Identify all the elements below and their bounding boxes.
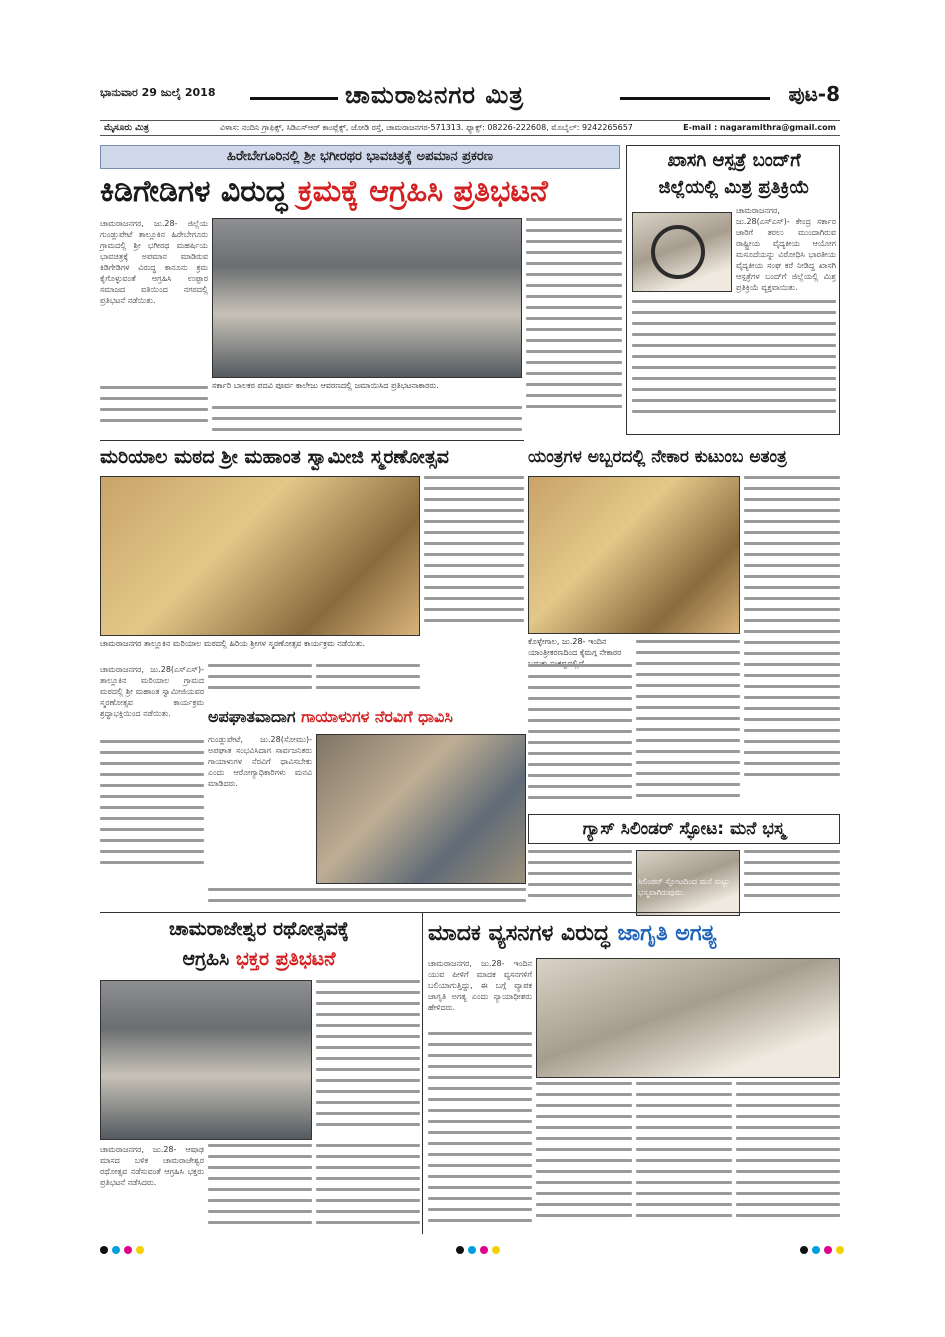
story4-body-col-right [744,476,840,806]
story7-body-col3 [316,1144,420,1234]
story2-headline-line1: ಖಾಸಗಿ ಆಸ್ಪತ್ರೆ ಬಂದ್‌ಗೆ [667,150,801,171]
story8-awareness-event-photo [536,958,840,1078]
story5-first-aid-photo [316,734,526,884]
address-bar [100,120,840,136]
story7-headline-line1: ಚಾಮರಾಜೇಶ್ವರ ರಥೋತ್ಸವಕ್ಕೆ [169,918,349,940]
story5-headline-black: ಅಪಘಾತವಾದಾಗ [208,707,296,726]
story1-kicker: ಹಿರೇಬೇಗೂರಿನಲ್ಲಿ ಶ್ರೀ ಭಗೀರಥರ ಭಾವಚಿತ್ರಕ್ಕೆ ಅಪಮಾನ ಪ್ರಕರಣ [100,145,620,169]
story3-body-col2 [208,664,312,700]
story4-body-col2 [636,640,740,808]
story4-weaver-photo [528,476,740,634]
story1-body-col1 [100,386,208,436]
registration-dots-center [456,1246,500,1254]
newspaper-title: ಚಾಮರಾಜನಗರ ಮಿತ್ರ [345,80,525,109]
story3-photo-caption: ಚಾಮರಾಜನಗರ ತಾಲ್ಲೂಕಿನ ಮರಿಯಾಲ ಮಠದಲ್ಲಿ ಹಿರಿಯ ಶ್ರೀಗಳ ಸ್ಮರಣೋತ್ಸವ ಕಾರ್ಯಕ್ರಮ ನಡೆಯಿತು. [100,639,366,648]
column-rule-bottom [422,912,423,1234]
story8-body-col4 [736,1082,840,1232]
story1-protest-photo [212,218,522,378]
story5-headline [208,704,526,730]
story8-headline [428,916,840,952]
story2-headline-line2: ಜಿಲ್ಲೆಯಲ್ಲಿ ಮಿಶ್ರ ಪ್ರತಿಕ್ರಿಯೆ [658,177,810,198]
registration-dots-right [800,1246,844,1254]
story1-headline [100,172,620,212]
divider-bottom-section [100,912,840,913]
story8-body-col1 [428,1032,532,1232]
story8-lead-text: ಚಾಮರಾಜನಗರ, ಜು.28- ಇಂದಿನ ಯುವ ಪೀಳಿಗೆ ಮಾದಕ ವ್ಯಸನಗಳಿಗೆ ಬಲಿಯಾಗುತ್ತಿದ್ದು, ಈ ಬಗ್ಗೆ ವ್ಯಾಪಕ ಜಾಗೃತಿ ಅಗತ್ಯ ಎಂದು ನ್ಯಾಯಾಧೀಶರು ಹೇಳಿದರು. [428,959,532,1012]
story4-headline: ಯಂತ್ರಗಳ ಅಬ್ಬರದಲ್ಲಿ ನೇಕಾರ ಕುಟುಂಬ ಅತಂತ್ರ [528,447,787,467]
page-number: ಪುಟ-8 [788,82,840,106]
story4-lead-text: ಕೊಳ್ಳೇಗಾಲ, ಜು.28- ಇಂದಿನ ಯಾಂತ್ರೀಕರಣದಿಂದ ಕೈಮಗ್ಗ ನೇಕಾರರ [528,637,622,657]
story7-body-col2 [208,1144,312,1234]
story1-headline-red: ಕ್ರಮಕ್ಕೆ ಆಗ್ರಹಿಸಿ ಪ್ರತಿಭಟನೆ [297,174,548,209]
story8-headline-black: ಮಾದಕ ವ್ಯಸನಗಳ ವಿರುದ್ಧ [428,921,610,946]
sister-paper-name: ಮೈಸೂರು ಮಿತ್ರ [104,123,149,133]
story1-body-bottom [212,406,522,436]
story7-headline-red: ಭಕ್ತರ ಪ್ರತಿಭಟನೆ [235,948,336,970]
stethoscope-icon [651,225,705,279]
story1-photo-caption: ಸರ್ಕಾರಿ ಬಾಲಕರ ಪದವಿ ಪೂರ್ವ ಕಾಲೇಜು ಆವರಣದಲ್ಲಿ ಜಮಾಯಿಸಿದ ಪ್ರತಿಭಟನಾಕಾರರು. [212,381,439,390]
story6-photo-caption: ಸಿಲಿಂಡರ್ ಸ್ಫೋಟದಿಂದ ಮನೆ ಸುಟ್ಟು ಭಸ್ಮವಾಗಿರುವುದು. [638,877,730,897]
story8-body-col3 [636,1082,732,1232]
story7-devotee-protest-photo [100,980,312,1140]
story5-headline-red: ಗಾಯಾಳುಗಳ ನೆರವಿಗೆ ಧಾವಿಸಿ [301,707,453,726]
masthead-rule-left [250,97,338,100]
email-text: E-mail : nagaramithra@gmail.com [683,123,836,132]
story4-body-col1 [528,664,632,809]
masthead-rule-right [620,97,770,100]
story7-lead-text: ಚಾಮರಾಜನಗರ, ಜು.28- ಆಷಾಢ ಮಾಸದ ಬಳಿಕ ಚಾಮರಾಜೇಶ್ವರ ರಥೋತ್ಸವ ನಡೆಸುವಂತೆ ಆಗ್ರಹಿಸಿ ಭಕ್ತರು ಪ್ರತಿಭಟನೆ ನಡೆಸಿದರು. [100,1145,204,1187]
story6-body-col1 [528,850,632,910]
story6-body-col3 [744,850,840,910]
story5-lead-text: ಗುಂಡ್ಲುಪೇಟೆ, ಜು.28(ಸೋಮು)- ಅಪಘಾತ ಸಂಭವಿಸಿದಾಗ ಸಾರ್ವಜನಿಕರು ಗಾಯಾಳುಗಳ ನೆರವಿಗೆ ಧಾವಿಸಬೇಕು ಎಂದು ಆರೋಗ್ಯಾಧಿಕಾರಿಗಳು ಮನವಿ ಮಾಡಿದರು. [208,735,312,788]
story3-headline: ಮರಿಯಾಲ ಮಠದ ಶ್ರೀ ಮಹಾಂತ ಸ್ವಾಮೀಜಿ ಸ್ಮರಣೋತ್ಸವ [100,446,449,468]
story5-body [208,888,526,908]
story1-lead-text: ಚಾಮರಾಜನಗರ, ಜು.28- ಜಿಲ್ಲೆಯ ಗುಂಡ್ಲುಪೇಟೆ ತಾಲ್ಲೂಕಿನ ಹಿರೇಬೇಗೂರು ಗ್ರಾಮದಲ್ಲಿ ಶ್ರೀ ಭಗೀರಥ ಮಹರ್ಷಿಯ ಭಾವಚಿತ್ರಕ್ಕೆ ಅಪಮಾನ ಮಾಡಿರುವ ಕಿಡಿಗೇಡಿಗಳ ವಿರುದ್ಧ ಕಾನೂನು ಕ್ರಮ ಕೈಗೊಳ್ಳುವಂತೆ ಆಗ್ರಹಿಸಿ ಉಪ್ಪಾರ ಸಮಾಜದ ವತಿಯಿಂದ ನಗರದಲ್ಲಿ ಪ್ರತಿಭಟನೆ ನಡೆಯಿತು. [100,219,208,305]
registration-dots-left [100,1246,144,1254]
story3-body-col1 [100,740,204,880]
story3-lead-text: ಚಾಮರಾಜನಗರ, ಜು.28(ಎಸ್‌ಎಸ್)- ತಾಲ್ಲೂಕಿನ ಮರಿಯಾಲ ಗ್ರಾಮದ ಮಠದಲ್ಲಿ ಶ್ರೀ ಮಹಾಂತ ಸ್ವಾಮೀಜಿಯವರ ಸ್ಮರಣೋತ್ಸವ ಕಾರ್ಯಕ್ರಮ ಶ್ರದ್ಧಾಭಕ್ತಿಯಿಂದ ನಡೆಯಿತು. [100,665,204,718]
story1-body-col3 [526,218,622,433]
story2-lead-text: ಚಾಮರಾಜನಗರ, ಜು.28(ಎಸ್‌ಎಸ್)- ಕೇಂದ್ರ ಸರ್ಕಾರ ಜಾರಿಗೆ ತರಲು ಮುಂದಾಗಿರುವ ರಾಷ್ಟ್ರೀಯ ವೈದ್ಯಕೀಯ ಆಯೋಗ ಮಸೂದೆಯನ್ನು ವಿರೋಧಿಸಿ ಭಾರತೀಯ ವೈದ್ಯಕೀಯ ಸಂಘ ಕರೆ ನೀಡಿದ್ದ ಖಾಸಗಿ ಆಸ್ಪತ್ರೆಗಳ ಬಂದ್‌ಗೆ ಜಿಲ್ಲೆಯಲ್ಲಿ ಮಿಶ್ರ ಪ್ರತಿಕ್ರಿಯೆ ವ್ಯಕ್ತವಾಯಿತು. [736,206,836,292]
story3-ceremony-photo [100,476,420,636]
address-text: ವಿಳಾಸ: ನಂದಿನಿ ಗ್ರಾಫಿಕ್ಸ್, ಸಿಡಿಎಸ್‌ಆರ್ ಕಾಂಪ್ಲೆಕ್ಸ್, ಜೋಡಿ ರಸ್ತೆ, ಚಾಮರಾಜನಗರ-571313. ಫ್ಯಾಕ್ಸ್: 08226-222608, ಮೊಬೈಲ್: 9242265657 [220,123,633,132]
story2-stethoscope-photo [632,212,732,292]
story1-headline-black: ಕಿಡಿಗೇಡಿಗಳ ವಿರುದ್ಧ [100,174,288,209]
masthead [100,80,840,114]
issue-date: ಭಾನುವಾರ 29 ಜುಲೈ 2018 [100,86,216,99]
story8-headline-blue: ಜಾಗೃತಿ ಅಗತ್ಯ [617,921,717,946]
story7-headline-black: ಆಗ್ರಹಿಸಿ [182,948,230,970]
story3-body-col3 [316,664,420,700]
story6-headline: ಗ್ಯಾಸ್ ಸಿಲಿಂಡರ್ ಸ್ಫೋಟ: ಮನೆ ಭಸ್ಮ [582,819,786,839]
story8-body-col2 [536,1082,632,1232]
story2-body [632,300,836,430]
divider-story3-top [100,440,524,441]
story7-headline-line2 [100,944,418,974]
story7-body-col-right [316,980,420,1140]
story3-body-col-right [424,476,524,636]
